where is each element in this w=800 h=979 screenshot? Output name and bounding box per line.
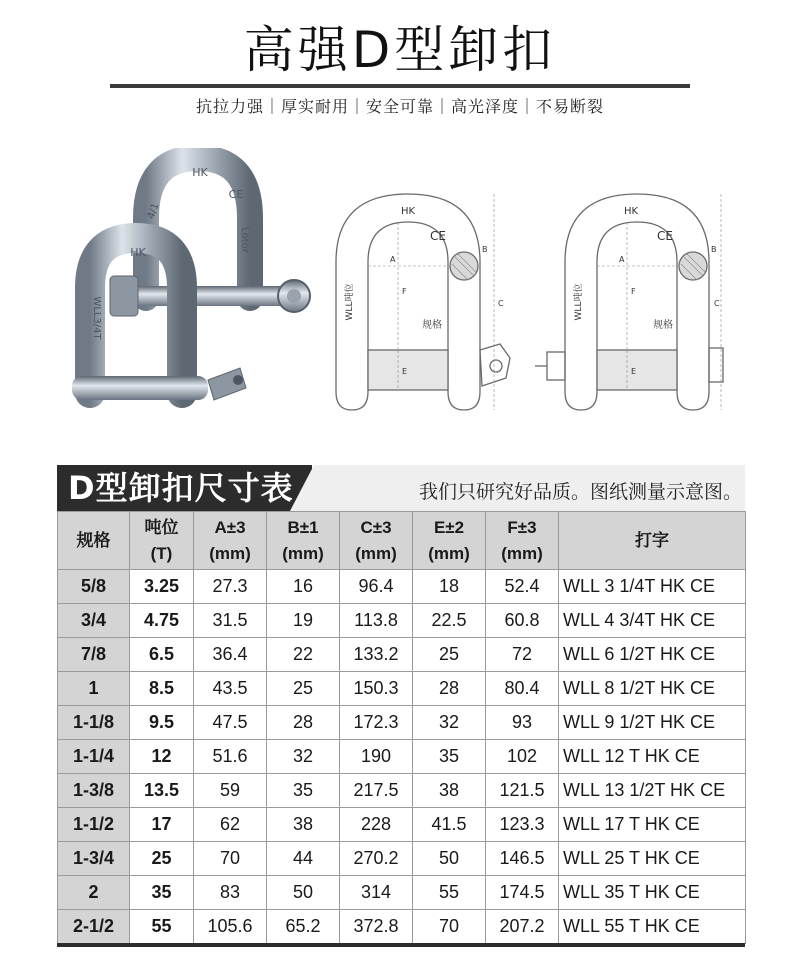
table-row [58, 910, 746, 944]
cell-spec: 7/8 [58, 638, 130, 672]
cell-spec: 3/4 [58, 604, 130, 638]
cell-c: 172.3 [340, 706, 413, 740]
cell-e: 28 [413, 672, 486, 706]
table-row [58, 740, 746, 774]
cell-f: 60.8 [486, 604, 559, 638]
cell-f: 207.2 [486, 910, 559, 944]
cell-b: 22 [267, 638, 340, 672]
diagram2-label-b: B [711, 245, 717, 254]
header-marking: 打字 [559, 512, 746, 570]
shackle-product-photo [58, 148, 328, 428]
cell-marking: WLL 17 T HK CE [559, 808, 746, 842]
cell-a: 105.6 [194, 910, 267, 944]
feature-tagline: 抗拉力强｜厚实耐用｜安全可靠｜高光泽度｜不易断裂 [195, 97, 604, 116]
cell-spec: 2-1/2 [58, 910, 130, 944]
cell-tonnage: 35 [130, 876, 194, 910]
title-divider [110, 84, 690, 88]
cell-spec: 1-1/2 [58, 808, 130, 842]
cell-tonnage: 25 [130, 842, 194, 876]
cell-f: 72 [486, 638, 559, 672]
cell-b: 28 [267, 706, 340, 740]
page-title: 高强D型卸扣 [243, 21, 557, 79]
cell-tonnage: 55 [130, 910, 194, 944]
cell-tonnage: 4.75 [130, 604, 194, 638]
cell-f: 123.3 [486, 808, 559, 842]
table-row [58, 842, 746, 876]
cell-tonnage: 8.5 [130, 672, 194, 706]
cell-e: 22.5 [413, 604, 486, 638]
header-f: F±3 (mm) [486, 512, 559, 570]
photo-mark-brand: Lotor [239, 227, 250, 253]
cell-c: 150.3 [340, 672, 413, 706]
cell-f: 52.4 [486, 570, 559, 604]
header-spec: 规格 [58, 512, 130, 570]
cell-b: 50 [267, 876, 340, 910]
cell-marking: WLL 35 T HK CE [559, 876, 746, 910]
header-a: A±3 (mm) [194, 512, 267, 570]
table-row [58, 570, 746, 604]
cell-e: 25 [413, 638, 486, 672]
diagram2-label-spec: 规格 [653, 320, 673, 331]
diagram-label-spec: 规格 [422, 320, 442, 331]
cell-c: 217.5 [340, 774, 413, 808]
cell-tonnage: 3.25 [130, 570, 194, 604]
header-c: C±3 (mm) [340, 512, 413, 570]
cell-c: 113.8 [340, 604, 413, 638]
cell-marking: WLL 6 1/2T HK CE [559, 638, 746, 672]
diagram2-label-e: E [631, 367, 637, 376]
table-row [58, 604, 746, 638]
cell-b: 16 [267, 570, 340, 604]
cell-b: 25 [267, 672, 340, 706]
cell-spec: 2 [58, 876, 130, 910]
cell-f: 102 [486, 740, 559, 774]
cell-a: 36.4 [194, 638, 267, 672]
cell-b: 38 [267, 808, 340, 842]
cell-a: 47.5 [194, 706, 267, 740]
cell-marking: WLL 9 1/2T HK CE [559, 706, 746, 740]
cell-e: 50 [413, 842, 486, 876]
diagram2-label-wll: WLL吨位 [574, 283, 584, 321]
diagram-label-c: C [498, 299, 504, 308]
cell-b: 19 [267, 604, 340, 638]
shackle-dimension-diagram-screw-pin [322, 182, 522, 417]
cell-spec: 1-1/8 [58, 706, 130, 740]
cell-b: 32 [267, 740, 340, 774]
table-row [58, 638, 746, 672]
cell-tonnage: 9.5 [130, 706, 194, 740]
section-note: 我们只研究好品质。图纸测量示意图。 [418, 481, 742, 503]
diagram-label-f: F [402, 287, 407, 296]
cell-f: 121.5 [486, 774, 559, 808]
cell-a: 51.6 [194, 740, 267, 774]
cell-b: 35 [267, 774, 340, 808]
cell-e: 55 [413, 876, 486, 910]
cell-f: 80.4 [486, 672, 559, 706]
table-row [58, 876, 746, 910]
cell-c: 133.2 [340, 638, 413, 672]
cell-tonnage: 12 [130, 740, 194, 774]
cell-c: 190 [340, 740, 413, 774]
cell-c: 270.2 [340, 842, 413, 876]
table-bottom-rule [57, 943, 745, 947]
cell-a: 27.3 [194, 570, 267, 604]
diagram-label-wll: WLL吨位 [345, 283, 355, 321]
cell-spec: 1-1/4 [58, 740, 130, 774]
table-row [58, 808, 746, 842]
diagram2-label-c: C [714, 299, 720, 308]
diagram-label-e: E [402, 367, 408, 376]
cell-c: 314 [340, 876, 413, 910]
header-tonnage: 吨位 (T) [130, 512, 194, 570]
cell-f: 146.5 [486, 842, 559, 876]
cell-a: 31.5 [194, 604, 267, 638]
diagram-label-hk: HK [400, 206, 416, 217]
cell-e: 38 [413, 774, 486, 808]
cell-e: 70 [413, 910, 486, 944]
section-title: D型卸扣尺寸表 [68, 469, 294, 507]
photo-mark-size: 4/1 [145, 201, 162, 221]
cell-marking: WLL 13 1/2T HK CE [559, 774, 746, 808]
table-body [58, 570, 746, 944]
cell-tonnage: 17 [130, 808, 194, 842]
cell-c: 228 [340, 808, 413, 842]
diagram2-label-hk: HK [623, 206, 639, 217]
cell-a: 83 [194, 876, 267, 910]
cell-marking: WLL 55 T HK CE [559, 910, 746, 944]
header-b: B±1 (mm) [267, 512, 340, 570]
cell-marking: WLL 12 T HK CE [559, 740, 746, 774]
cell-tonnage: 6.5 [130, 638, 194, 672]
cell-spec: 5/8 [58, 570, 130, 604]
photo-mark-hk-front: HK [130, 246, 146, 259]
cell-spec: 1 [58, 672, 130, 706]
header-e: E±2 (mm) [413, 512, 486, 570]
shackle-dimension-diagram-bolt-type [525, 182, 725, 417]
cell-spec: 1-3/8 [58, 774, 130, 808]
diagram2-label-f: F [631, 287, 636, 296]
photo-mark-ce: CE [228, 188, 244, 201]
cell-marking: WLL 3 1/4T HK CE [559, 570, 746, 604]
diagram-label-ce: CE [430, 229, 446, 243]
cell-c: 372.8 [340, 910, 413, 944]
cell-e: 18 [413, 570, 486, 604]
cell-e: 35 [413, 740, 486, 774]
diagram-label-b: B [482, 245, 488, 254]
cell-b: 44 [267, 842, 340, 876]
diagram2-label-a: A [619, 255, 625, 264]
photo-mark-hk: HK [192, 166, 208, 179]
cell-spec: 1-3/4 [58, 842, 130, 876]
cell-f: 174.5 [486, 876, 559, 910]
cell-e: 32 [413, 706, 486, 740]
cell-b: 65.2 [267, 910, 340, 944]
cell-a: 59 [194, 774, 267, 808]
photo-mark-wll: WLL3/4T [91, 296, 102, 340]
cell-a: 70 [194, 842, 267, 876]
dimension-table [57, 511, 746, 944]
cell-e: 41.5 [413, 808, 486, 842]
cell-marking: WLL 25 T HK CE [559, 842, 746, 876]
diagram2-label-ce: CE [657, 229, 673, 243]
cell-a: 43.5 [194, 672, 267, 706]
cell-marking: WLL 4 3/4T HK CE [559, 604, 746, 638]
table-row [58, 774, 746, 808]
cell-f: 93 [486, 706, 559, 740]
cell-tonnage: 13.5 [130, 774, 194, 808]
table-row [58, 706, 746, 740]
cell-marking: WLL 8 1/2T HK CE [559, 672, 746, 706]
diagram-label-a: A [390, 255, 396, 264]
table-row [58, 672, 746, 706]
cell-c: 96.4 [340, 570, 413, 604]
cell-a: 62 [194, 808, 267, 842]
table-header-row [58, 512, 746, 570]
